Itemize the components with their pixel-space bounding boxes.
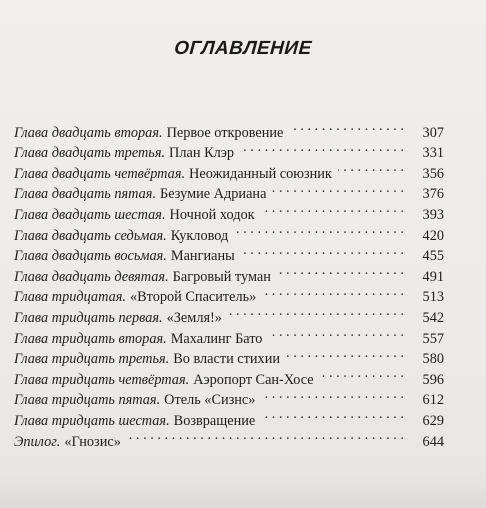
page-number: 393: [422, 206, 444, 223]
page-number: 491: [422, 268, 444, 285]
chapter-title: Махалинг Бато: [170, 330, 263, 347]
dot-leader: [320, 363, 404, 384]
chapter-separator: .: [165, 351, 170, 368]
chapter-title: Неожиданный союзник: [189, 165, 332, 182]
dot-leader: [277, 260, 404, 281]
chapter-separator: .: [122, 289, 126, 306]
chapter-title: «Второй Спаситель»: [129, 289, 257, 306]
page-number: 580: [422, 351, 444, 368]
page-number: 629: [422, 412, 444, 429]
chapter-number: Глава двадцать третья: [14, 145, 162, 162]
page-number: 376: [422, 186, 444, 203]
chapter-separator: .: [152, 186, 157, 203]
chapter-separator: .: [161, 206, 166, 223]
dot-leader: [338, 157, 404, 178]
dot-leader: [261, 198, 404, 219]
chapter-number: Эпилог: [14, 433, 57, 450]
chapter-separator: .: [158, 124, 163, 141]
chapter-separator: .: [166, 412, 170, 429]
chapter-separator: .: [161, 145, 166, 162]
dot-leader: [228, 301, 404, 322]
chapter-number: Глава тридцать вторая: [14, 330, 164, 347]
dot-leader: [234, 219, 404, 240]
dot-leader: [240, 137, 404, 158]
chapter-number: Глава двадцать седьмая: [14, 227, 164, 244]
chapter-number: Глава тридцать шестая: [14, 412, 167, 429]
page-number: 420: [422, 227, 444, 244]
dot-leader: [127, 425, 404, 446]
chapter-title: Возвращение: [173, 412, 256, 429]
chapter-separator: .: [181, 165, 186, 182]
chapter-separator: .: [159, 309, 163, 326]
chapter-number: Глава тридцать третья: [14, 351, 166, 368]
page-number: 513: [422, 289, 444, 306]
chapter-separator: .: [163, 248, 167, 265]
chapter-title: Мангианы: [170, 248, 235, 265]
chapter-separator: .: [156, 392, 161, 409]
chapter-title: Багровый туман: [172, 268, 271, 285]
chapter-title: Аэропорт Сан-Хосе: [193, 371, 314, 388]
chapter-title: «Земля!»: [166, 309, 222, 326]
page-number: 356: [422, 165, 444, 182]
chapter-title: План Клэр: [169, 145, 235, 162]
chapter-number: Глава тридцать четвёртая: [14, 371, 186, 388]
page-number: 644: [422, 433, 444, 450]
page-title: ОГЛАВЛЕНИЕ: [173, 38, 313, 59]
chapter-number: Глава двадцать девятая: [14, 268, 166, 285]
page-number: 307: [422, 124, 444, 141]
chapter-title: «Гнозис»: [64, 433, 121, 450]
dot-leader: [289, 116, 404, 137]
chapter-number: Глава двадцать вторая: [14, 124, 159, 141]
page-number: 596: [422, 371, 444, 388]
dot-leader: [261, 384, 404, 405]
page-bottom-shadow: [0, 474, 486, 508]
chapter-separator: .: [185, 371, 190, 388]
chapter-number: Глава двадцать шестая: [14, 206, 162, 223]
page-number: 455: [422, 248, 444, 265]
dot-leader: [272, 178, 404, 199]
chapter-number: Глава двадцать восьмая: [14, 248, 164, 265]
dot-leader: [268, 322, 404, 343]
chapter-number: Глава двадцать пятая: [14, 186, 153, 203]
chapter-title: Во власти стихии: [173, 351, 281, 368]
chapter-title: Безумие Адриана: [160, 186, 267, 203]
toc-entry: [14, 116, 444, 141]
chapter-title: Первое откровение: [166, 124, 284, 141]
chapter-number: Глава двадцать четвёртая: [14, 165, 182, 182]
chapter-separator: .: [163, 330, 167, 347]
page-number: 542: [422, 309, 444, 326]
page-number: 612: [422, 392, 444, 409]
chapter-number: Глава тридцать пятая: [14, 392, 157, 409]
dot-leader: [261, 404, 404, 425]
dot-leader: [286, 343, 404, 364]
chapter-separator: .: [56, 433, 61, 450]
dot-leader: [262, 281, 404, 302]
page-number: 331: [422, 145, 444, 162]
chapter-number: Глава тридцать первая: [14, 309, 160, 326]
chapter-title: Отель «Сизнс»: [164, 392, 256, 409]
page-number: 557: [422, 330, 444, 347]
chapter-title: Кукловод: [170, 227, 229, 244]
table-of-contents: [14, 116, 444, 450]
chapter-separator: .: [163, 227, 167, 244]
chapter-number: Глава тридцатая: [14, 289, 123, 306]
dot-leader: [241, 240, 404, 261]
chapter-separator: .: [165, 268, 169, 285]
chapter-title: Ночной ходок: [169, 206, 255, 223]
